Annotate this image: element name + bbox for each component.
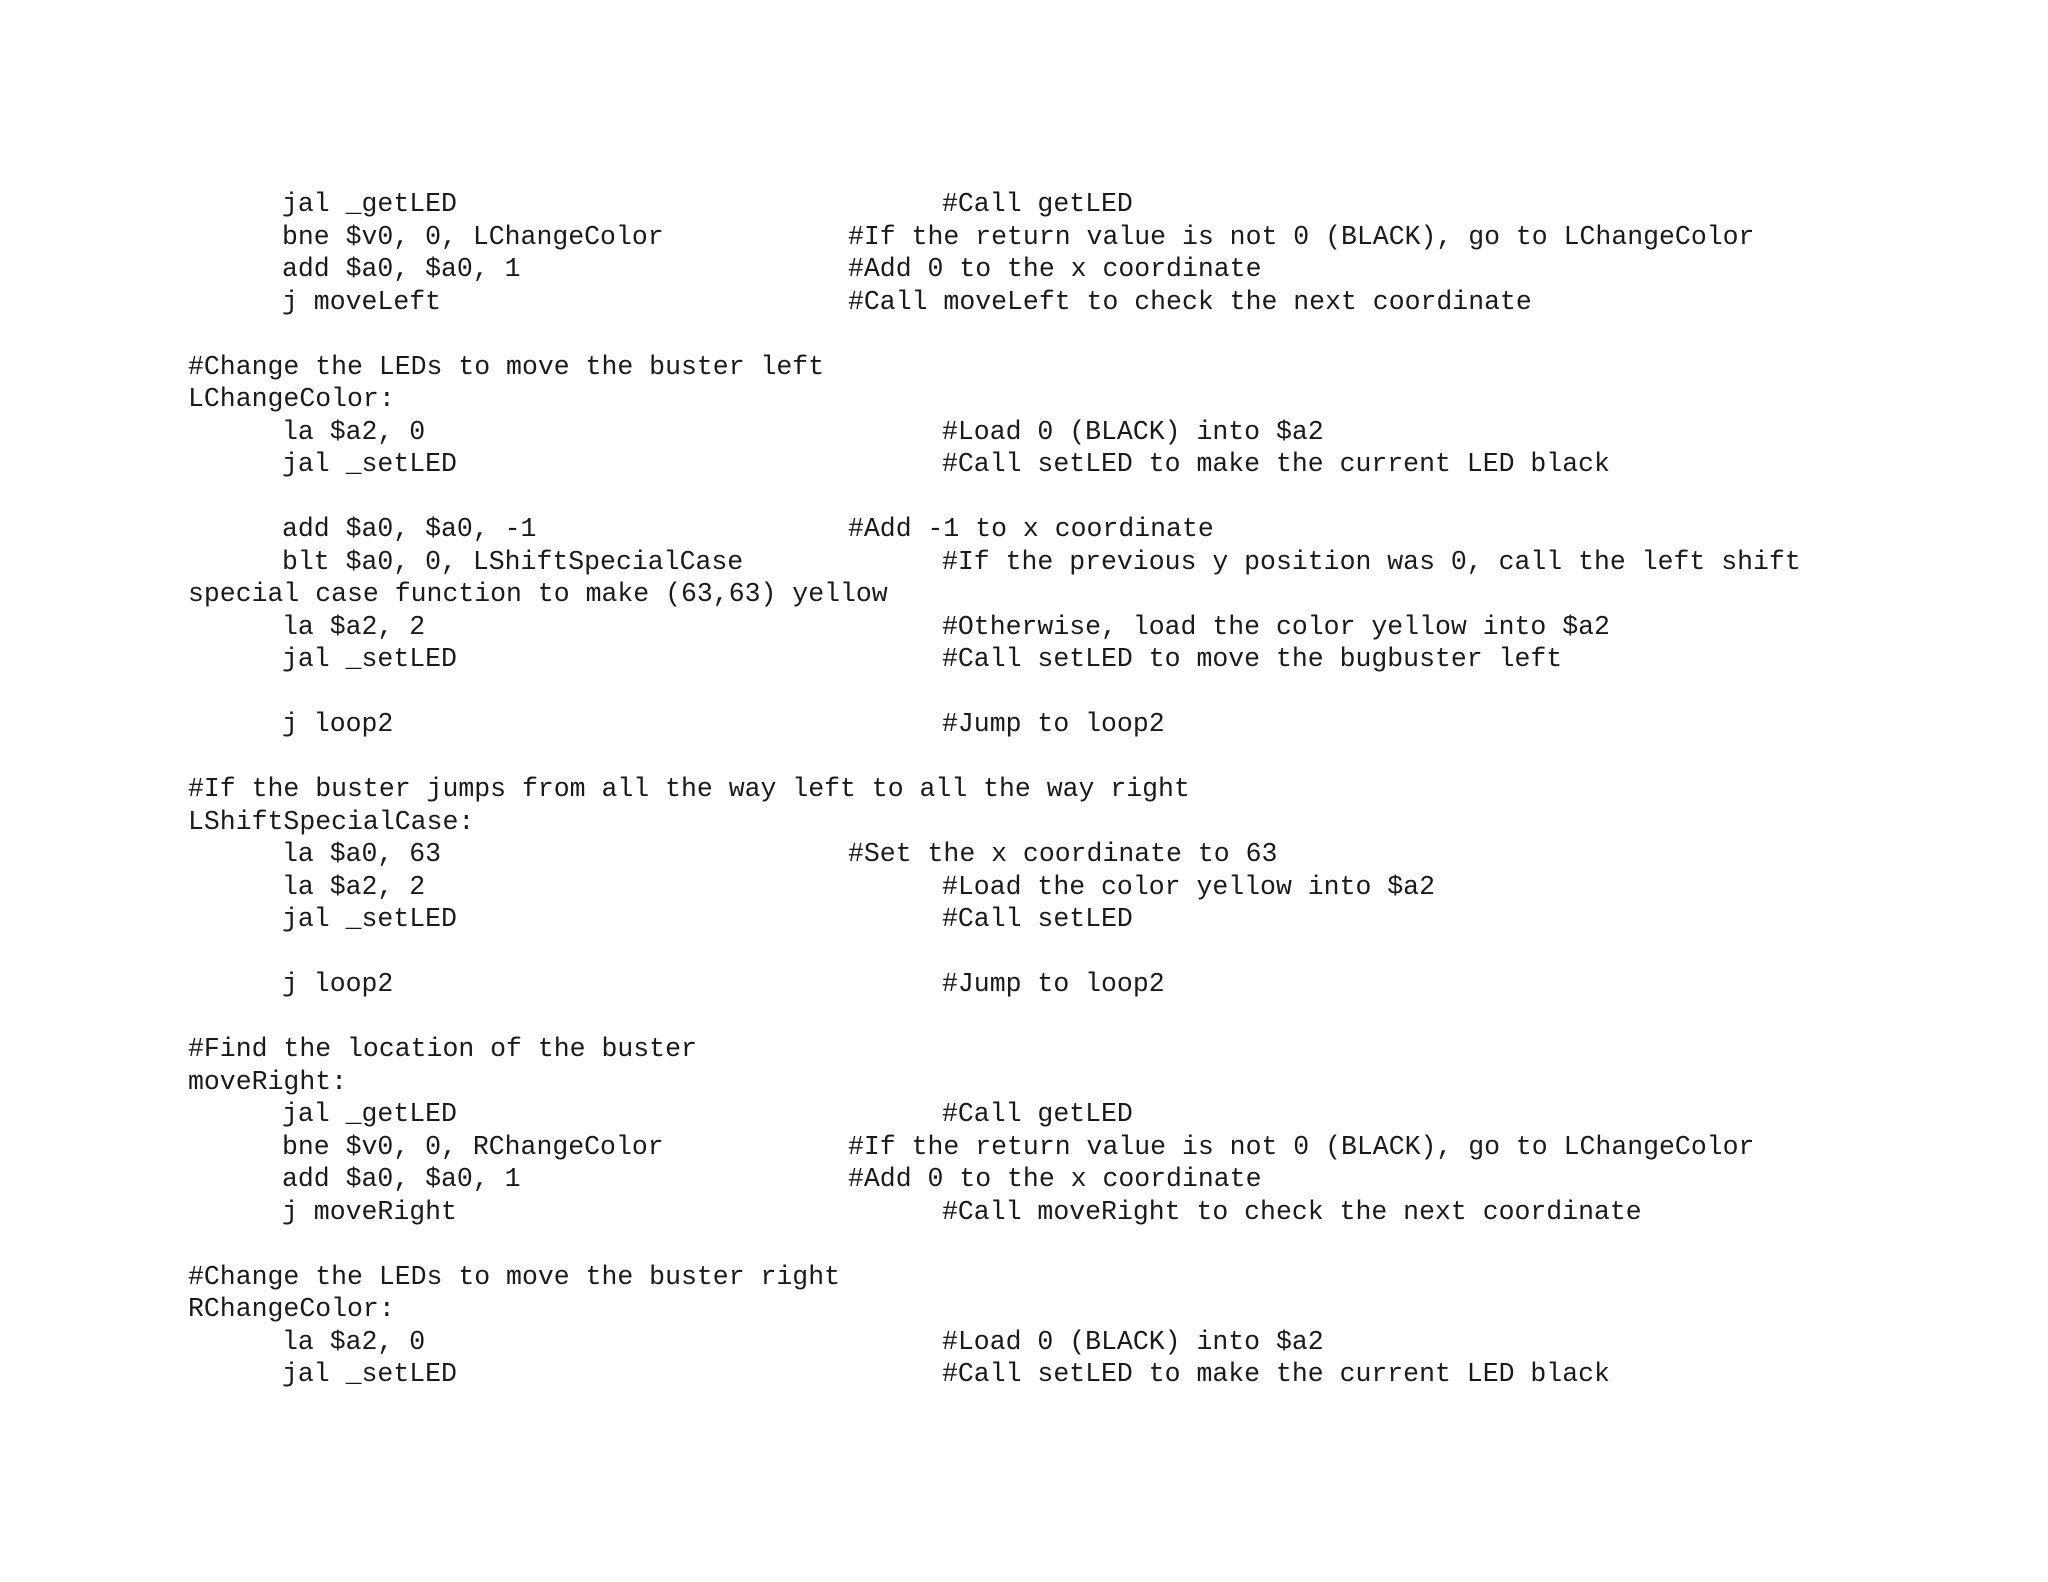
code-comment: #If the previous y position was 0, call the left shift <box>942 546 1801 577</box>
code-comment: #Call setLED to make the current LED black <box>942 449 1610 479</box>
code-line <box>188 221 1988 254</box>
code-statement: add $a0, $a0, -1 <box>282 514 537 544</box>
code-line <box>188 708 1988 741</box>
code-comment: #Add -1 to x coordinate <box>848 514 1214 544</box>
code-line <box>188 448 1988 481</box>
code-line <box>188 1261 1988 1294</box>
code-statement: j moveLeft <box>282 286 442 317</box>
code-comment: #Call setLED to make the current LED black <box>942 1359 1610 1389</box>
code-comment: #Set the x coordinate to 63 <box>848 839 1278 869</box>
code-comment: #Add 0 to the x coordinate <box>848 254 1262 284</box>
code-statement: j moveRight <box>282 1196 457 1227</box>
code-statement: la $a2, 0 <box>282 1326 426 1357</box>
code-listing <box>188 188 1988 1391</box>
code-statement: jal _setLED <box>282 644 457 674</box>
code-comment: #Load 0 (BLACK) into $a2 <box>942 416 1324 447</box>
code-statement: #Find the location of the buster <box>188 1034 697 1064</box>
code-comment: #Load 0 (BLACK) into $a2 <box>942 1326 1324 1357</box>
code-line <box>188 513 1988 546</box>
code-line <box>188 903 1988 936</box>
code-statement: j loop2 <box>282 969 394 999</box>
code-comment: #Add 0 to the x coordinate <box>848 1164 1262 1194</box>
code-line <box>188 383 1988 416</box>
code-comment: #Call moveRight to check the next coordinate <box>942 1196 1642 1227</box>
code-line <box>188 676 1988 709</box>
code-line <box>188 416 1988 449</box>
code-statement: la $a2, 2 <box>282 611 426 642</box>
code-line <box>188 1196 1988 1229</box>
code-line <box>188 578 1988 611</box>
code-line <box>188 1293 1988 1326</box>
code-statement: jal _setLED <box>282 904 457 934</box>
code-comment: #Load the color yellow into $a2 <box>942 871 1435 902</box>
code-line <box>188 1001 1988 1034</box>
code-line <box>188 1228 1988 1261</box>
code-statement: jal _getLED <box>282 1099 457 1129</box>
code-line <box>188 481 1988 514</box>
code-comment: #Call setLED <box>942 904 1133 934</box>
code-statement: jal _setLED <box>282 449 457 479</box>
code-line <box>188 1066 1988 1099</box>
code-line <box>188 643 1988 676</box>
code-line <box>188 936 1988 969</box>
code-comment: #If the return value is not 0 (BLACK), go to LChangeColor <box>848 221 1755 252</box>
code-statement: #If the buster jumps from all the way left to all the way right <box>188 774 1190 804</box>
code-statement: LShiftSpecialCase: <box>188 806 475 837</box>
code-statement: la $a2, 0 <box>282 416 426 447</box>
code-statement: la $a2, 2 <box>282 871 426 902</box>
code-line <box>188 1131 1988 1164</box>
code-line <box>188 806 1988 839</box>
code-statement: jal _setLED <box>282 1359 457 1389</box>
code-comment: #Call setLED to move the bugbuster left <box>942 644 1563 674</box>
code-statement: jal _getLED <box>282 189 457 219</box>
code-line <box>188 1163 1988 1196</box>
code-comment: #Jump to loop2 <box>942 709 1165 739</box>
code-comment: #Otherwise, load the color yellow into $a2 <box>942 611 1610 642</box>
code-statement: bne $v0, 0, LChangeColor <box>282 221 664 252</box>
code-line <box>188 741 1988 774</box>
code-statement: RChangeColor: <box>188 1294 395 1324</box>
code-line <box>188 253 1988 286</box>
code-line <box>188 968 1988 1001</box>
code-line <box>188 611 1988 644</box>
code-line <box>188 188 1988 221</box>
code-line <box>188 1358 1988 1391</box>
code-statement: LChangeColor: <box>188 384 395 414</box>
code-line <box>188 838 1988 871</box>
code-statement: moveRight: <box>188 1066 348 1097</box>
code-comment: #Call getLED <box>942 189 1133 219</box>
code-statement: bne $v0, 0, RChangeColor <box>282 1131 664 1162</box>
code-statement: #Change the LEDs to move the buster right <box>188 1261 841 1292</box>
code-line <box>188 1098 1988 1131</box>
code-statement: add $a0, $a0, 1 <box>282 1164 521 1194</box>
code-statement: add $a0, $a0, 1 <box>282 254 521 284</box>
code-comment: #If the return value is not 0 (BLACK), go to LChangeColor <box>848 1131 1755 1162</box>
code-statement: la $a0, 63 <box>282 839 442 869</box>
code-line <box>188 1326 1988 1359</box>
code-statement: j loop2 <box>282 709 394 739</box>
code-line <box>188 773 1988 806</box>
code-line <box>188 1033 1988 1066</box>
code-statement: #Change the LEDs to move the buster left <box>188 351 825 382</box>
code-line <box>188 871 1988 904</box>
code-comment: #Jump to loop2 <box>942 969 1165 999</box>
code-line <box>188 546 1988 579</box>
code-comment: #Call moveLeft to check the next coordinate <box>848 286 1532 317</box>
code-comment: #Call getLED <box>942 1099 1133 1129</box>
code-statement: special case function to make (63,63) yellow <box>188 579 888 609</box>
code-statement: blt $a0, 0, LShiftSpecialCase <box>282 546 744 577</box>
code-line <box>188 351 1988 384</box>
code-line <box>188 318 1988 351</box>
code-line <box>188 286 1988 319</box>
